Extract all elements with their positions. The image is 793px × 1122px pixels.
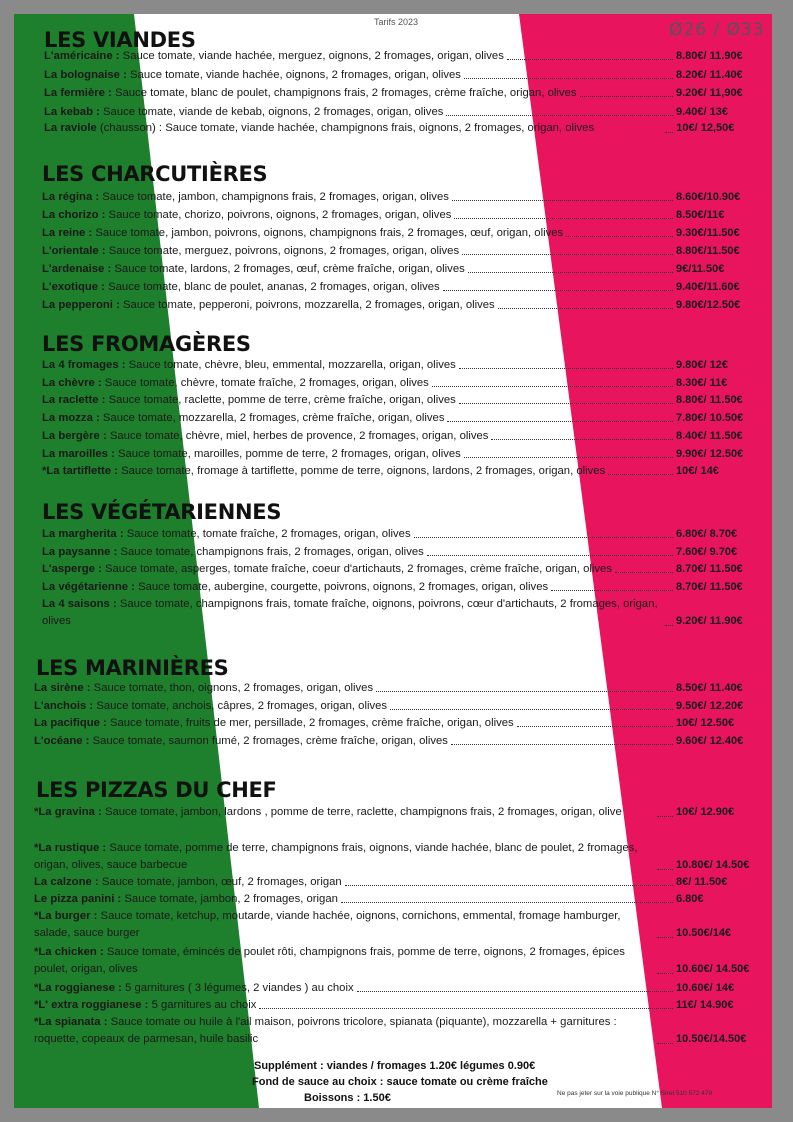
pizza-name: La raviole [44, 122, 97, 134]
pizza-ingredients: Sauce tomate, aubergine, courgette, poivrons, oignons, 2 fromages, origan, olives [138, 580, 549, 593]
menu-item [34, 980, 762, 996]
menu-sheet [14, 14, 772, 1108]
menu-item-text [34, 1014, 654, 1048]
menu-item [34, 840, 762, 874]
pizza-ingredients: Sauce tomate, jambon, 2 fromages, origan [124, 893, 338, 905]
dot-leader [498, 308, 673, 309]
menu-item [42, 392, 762, 408]
pizza-ingredients: Sauce tomate, jambon, lardons , pomme de terre, raclette, champignons frais, 2 fromages, origan, olive [104, 806, 622, 818]
dot-leader [341, 902, 673, 903]
pizza-name: L'anchois : [34, 699, 94, 712]
menu-item-text [42, 243, 459, 259]
dot-leader [432, 386, 673, 387]
tarifs-year: Tarifs 2023 [374, 17, 419, 27]
pizza-name: *La spianata : [34, 1016, 108, 1028]
pizza-price: 8.80€/ 11.90€ [676, 50, 743, 62]
menu-item-text [34, 733, 448, 749]
pizza-name: La fermière : [44, 87, 112, 99]
section-title: LES PIZZAS DU CHEF [36, 778, 277, 802]
pizza-name: *La chicken : [34, 946, 104, 958]
pizza-ingredients: Sauce tomate, fromage à tartiflette, pomme de terre, oignons, lardons, 2 fromages, origan, olives [121, 465, 606, 478]
pizza-ingredients: Sauce tomate, lardons, 2 fromages, œuf, crème fraîche, origan, olives [114, 263, 465, 275]
menu-item-text [42, 357, 456, 373]
pizza-price: 8.80€/ 11.50€ [676, 394, 743, 407]
pizza-price: 10.50€/14€ [676, 927, 732, 939]
pizza-name: *La gravina : [34, 806, 102, 818]
pizza-price: 10€/ 12.50€ [676, 717, 735, 729]
dot-leader [427, 555, 673, 556]
menu-item [44, 48, 762, 64]
pizza-name: La pacifique : [34, 717, 107, 729]
pizza-ingredients: Sauce tomate, pepperoni, poivrons, mozzarella, 2 fromages, origan, olives [122, 299, 495, 311]
dot-leader [566, 236, 673, 237]
pizza-price: 8.80€/11.50€ [676, 245, 740, 257]
pizza-ingredients: Sauce tomate, blanc de poulet, champignons frais, 2 fromages, crème fraîche, origan, olives [114, 87, 577, 99]
menu-item [34, 1014, 762, 1048]
pizza-name: La régina : [42, 191, 100, 203]
section-title: LES FROMAGÈRES [42, 332, 251, 356]
menu-item [42, 279, 762, 295]
pizza-ingredients: Sauce tomate, ketchup, moutarde, viande hachée, oignons, cornichons, emmental, fromage hamburger, salade, sauce burger [34, 910, 621, 939]
pizza-name: L'américaine : [44, 50, 120, 62]
dot-leader [345, 885, 673, 886]
pizza-ingredients: Sauce tomate, anchois, câpres, 2 fromages, origan, olives [96, 699, 388, 712]
menu-item [34, 715, 762, 731]
menu-item-text [44, 85, 577, 101]
menu-item-text [44, 120, 662, 137]
pizza-name: *La roggianese : [34, 982, 122, 994]
pizza-price: 8.50€/11€ [676, 209, 725, 221]
dot-leader [665, 132, 673, 133]
menu-item [34, 891, 762, 907]
pizza-name: La bolognaise : [44, 68, 127, 81]
pizza-name: *La rustique : [34, 842, 107, 854]
pizza-ingredients: Sauce tomate, asperges, tomate fraîche, coeur d'artichauts, 2 fromages, crème fraîche, origan, olives [104, 563, 612, 575]
pizza-ingredients: Sauce tomate, saumon fumé, 2 fromages, crème fraîche, origan, olives [92, 734, 448, 747]
dot-leader [657, 869, 673, 870]
dot-leader [414, 537, 673, 538]
pizza-price: 10€/ 12.90€ [676, 806, 735, 818]
pizza-ingredients: Sauce tomate, viande hachée, oignons, 2 fromages, origan, olives [130, 68, 461, 81]
menu-item-text [44, 48, 504, 64]
pizza-name: La maroilles : [42, 447, 115, 460]
pizza-ingredients: Sauce tomate, merguez, poivrons, oignons, 2 fromages, origan, olives [108, 245, 460, 257]
menu-item-text [42, 561, 612, 577]
pizza-name: L'asperge : [42, 563, 102, 575]
dot-leader [657, 1043, 673, 1044]
menu-item-text [34, 715, 514, 731]
menu-item [42, 579, 762, 595]
dot-leader [468, 272, 673, 273]
menu-item [34, 908, 762, 942]
supplement-line: Supplément : viandes / fromages 1.20€ légumes 0.90€ [254, 1060, 536, 1072]
pizza-price: 8.70€/ 11.50€ [676, 580, 743, 593]
dot-leader [446, 115, 673, 116]
pizza-name: L'orientale : [42, 245, 106, 257]
dot-leader [657, 816, 673, 817]
menu-item-text [42, 526, 411, 542]
pizza-ingredients: Sauce tomate, maroilles, pomme de terre, 2 fromages, origan, olives [117, 447, 461, 460]
pizza-price: 7.80€/ 10.50€ [676, 412, 744, 425]
pizza-price: 8.20€/ 11.40€ [676, 68, 743, 81]
pizza-price: 9.90€/ 12.50€ [676, 447, 744, 460]
dot-leader [657, 937, 673, 938]
pizza-name: *L' extra roggianese : [34, 999, 149, 1011]
menu-item [42, 446, 762, 462]
menu-item [42, 596, 762, 630]
pizza-ingredients: Sauce tomate, émincés de poulet rôti, champignons frais, pomme de terre, oignons, 2 fromages, épices poulet, origan, olives [34, 946, 625, 975]
pizza-name: Le pizza panini : [34, 893, 122, 905]
pizza-ingredients: Sauce tomate, thon, oignons, 2 fromages, origan, olives [93, 682, 374, 694]
pizza-ingredients: Sauce tomate, champignons frais, 2 fromages, origan, olives [120, 545, 424, 558]
pizza-price: 6.80€ [676, 893, 704, 905]
pizza-name: L'océane : [34, 734, 90, 747]
pizza-price: 9.20€/ 11.90€ [676, 615, 743, 627]
menu-item [42, 297, 762, 313]
menu-item-text [44, 67, 461, 83]
menu-item [42, 463, 762, 479]
pizza-price: 8.60€/10.90€ [676, 191, 741, 203]
menu-item [42, 561, 762, 577]
pizza-ingredients: 5 garnitures au choix [151, 999, 257, 1011]
pizza-price: 7.60€/ 9.70€ [676, 545, 738, 558]
menu-item-text [42, 463, 605, 479]
menu-item [42, 375, 762, 391]
menu-item-text [42, 279, 440, 295]
menu-item [42, 261, 762, 277]
pizza-price: 10.60€/ 14€ [676, 982, 735, 994]
dot-leader [491, 439, 673, 440]
menu-item-text [34, 680, 373, 696]
menu-item-text [34, 804, 654, 821]
dot-leader [454, 218, 673, 219]
menu-item-text [44, 104, 443, 120]
pizza-ingredients: Sauce tomate, fruits de mer, persillade, 2 fromages, crème fraîche, origan, olives [109, 717, 514, 729]
pizza-ingredients: Sauce tomate, jambon, champignons frais, 2 fromages, origan, olives [102, 191, 449, 203]
dot-leader [615, 572, 673, 573]
menu-item-text [42, 446, 461, 462]
dot-leader [580, 96, 674, 97]
pizza-name: La raclette : [42, 394, 106, 407]
dot-leader [452, 200, 673, 201]
pizza-price: 9.30€/11.50€ [676, 227, 740, 239]
pizza-name: La margherita : [42, 528, 124, 540]
menu-item-text [42, 579, 548, 595]
dot-leader [376, 691, 673, 692]
menu-item [42, 544, 762, 560]
pizza-name: La chorizo : [42, 209, 106, 221]
pizza-name: La chèvre : [42, 376, 102, 389]
pizza-ingredients: Sauce tomate, pomme de terre, champignons frais, oignons, viande hachée, blanc de poulet, 2 fromages, origan, olives, sauce barbecue [34, 842, 638, 871]
menu-item-text [34, 908, 654, 942]
pizza-price: 10.50€/14.50€ [676, 1033, 747, 1045]
menu-item [42, 428, 762, 444]
pizza-name: La reine : [42, 227, 93, 239]
menu-item [34, 997, 762, 1013]
pizza-price: 9.20€/ 11,90€ [676, 87, 743, 99]
dot-leader [517, 726, 673, 727]
menu-item [42, 207, 762, 223]
menu-item-text [42, 544, 424, 560]
dot-leader [657, 973, 673, 974]
menu-item-text [42, 410, 444, 426]
menu-item [44, 104, 762, 120]
menu-item [44, 67, 762, 83]
pizza-sizes: Ø26 / Ø33 [669, 20, 765, 40]
pizza-ingredients: Sauce tomate, blanc de poulet, ananas, 2 fromages, origan, olives [108, 281, 440, 293]
section-title: LES VÉGÉTARIENNES [42, 500, 282, 524]
pizza-name: *La tartiflette : [42, 465, 118, 478]
dot-leader [443, 290, 673, 291]
pizza-ingredients: Sauce tomate, raclette, pomme de terre, crème fraîche, origan, olives [108, 394, 456, 407]
pizza-price: 8.30€/ 11€ [676, 376, 728, 389]
dot-leader [357, 991, 673, 992]
dot-leader [462, 254, 673, 255]
section-title: LES MARINIÈRES [36, 656, 229, 680]
dot-leader [464, 457, 673, 458]
menu-item-text [42, 207, 451, 223]
menu-item-text [34, 698, 387, 714]
pizza-price: 10€/ 14€ [676, 465, 719, 478]
menu-item-text [42, 596, 662, 630]
pizza-name: La calzone : [34, 876, 99, 888]
menu-item [44, 120, 762, 137]
pizza-name: La 4 fromages : [42, 359, 126, 371]
menu-item [34, 733, 762, 749]
pizza-name: La végétarienne : [42, 580, 135, 593]
menu-item-text [34, 840, 654, 874]
pizza-name: La mozza : [42, 412, 100, 425]
menu-item-text [34, 997, 256, 1013]
dot-leader [608, 474, 673, 475]
menu-item [34, 698, 762, 714]
menu-item [42, 225, 762, 241]
pizza-name: La pepperoni : [42, 299, 120, 311]
menu-item-text [42, 261, 465, 277]
pizza-price: 8.40€/ 11.50€ [676, 429, 743, 442]
pizza-ingredients: Sauce tomate, chèvre, tomate fraîche, 2 fromages, origan, olives [104, 376, 429, 389]
pizza-price: 9€/11.50€ [676, 263, 725, 275]
menu-item-text [42, 428, 488, 444]
pizza-price: 10.60€/ 14.50€ [676, 963, 750, 975]
pizza-name: La kebab : [44, 105, 100, 118]
menu-item-text [34, 944, 654, 978]
pizza-ingredients: Sauce tomate, mozzarella, 2 fromages, crème fraîche, origan, olives [102, 412, 445, 425]
menu-item [42, 243, 762, 259]
pizza-name: La sirène : [34, 682, 91, 694]
section-title: LES VIANDES [44, 28, 196, 52]
pizza-price: 9.80€/ 12€ [676, 359, 728, 371]
menu-item [42, 410, 762, 426]
pizza-ingredients: Sauce tomate, viande de kebab, oignons, 2 fromages, origan, olives [103, 105, 444, 118]
menu-item-text [42, 375, 429, 391]
menu-item-text [34, 980, 354, 996]
pizza-ingredients: Sauce tomate, champignons frais, tomate fraîche, oignons, poivrons, cœur d'artichauts, 2 fromages, origan, olives [42, 598, 658, 627]
dot-leader [459, 403, 673, 404]
menu-item-text [34, 874, 342, 890]
pizza-ingredients: Sauce tomate, chèvre, bleu, emmental, mozzarella, origan, olives [128, 359, 456, 371]
dot-leader [451, 744, 673, 745]
dot-leader [464, 78, 673, 79]
pizza-name: L'ardenaise : [42, 263, 112, 275]
dot-leader [507, 59, 673, 60]
section-title: LES CHARCUTIÈRES [42, 162, 268, 186]
menu-item-text [34, 891, 338, 907]
pizza-price: 11€/ 14.90€ [676, 999, 734, 1011]
pizza-price: 10.80€/ 14.50€ [676, 859, 750, 871]
pizza-price: 9.40€/11.60€ [676, 281, 740, 293]
pizza-name: La 4 saisons : [42, 598, 117, 610]
pizza-ingredients: (chausson) : Sauce tomate, viande hachée, champignons frais, oignons, 2 fromages, origan, olives [99, 122, 595, 134]
menu-item-text [42, 189, 449, 205]
dot-leader [665, 625, 673, 626]
pizza-name: *La burger : [34, 910, 98, 922]
pizza-name: L'exotique : [42, 281, 105, 293]
pizza-price: 8€/ 11.50€ [676, 876, 728, 888]
pizza-name: La paysanne : [42, 545, 118, 558]
menu-item [34, 874, 762, 890]
menu-item-text [42, 225, 563, 241]
menu-item [42, 189, 762, 205]
menu-item-text [42, 392, 456, 408]
dot-leader [459, 368, 673, 369]
pizza-price: 9.60€/ 12.40€ [676, 734, 744, 747]
dot-leader [551, 590, 673, 591]
pizza-price: 8.70€/ 11.50€ [676, 563, 743, 575]
pizza-ingredients: Sauce tomate, jambon, œuf, 2 fromages, origan [101, 876, 342, 888]
dot-leader [447, 421, 673, 422]
pizza-ingredients: Sauce tomate ou huile à l'ail maison, poivrons tricolore, spianata (piquante), mozzarella + garnitures : roquette, copeaux de parmesan, huile basilic [34, 1016, 617, 1045]
pizza-price: 9.40€/ 13€ [676, 105, 728, 118]
menu-item [42, 357, 762, 373]
pizza-ingredients: Sauce tomate, tomate fraîche, 2 fromages, origan, olives [126, 528, 411, 540]
pizza-price: 8.50€/ 11.40€ [676, 682, 743, 694]
pizza-ingredients: Sauce tomate, chèvre, miel, herbes de provence, 2 fromages, origan, olives [109, 429, 489, 442]
pizza-price: 9.80€/12.50€ [676, 299, 741, 311]
pizza-ingredients: Sauce tomate, jambon, poivrons, oignons, champignons frais, 2 fromages, œuf, origan, olives [95, 227, 564, 239]
menu-item-text [42, 297, 495, 313]
pizza-price: 6.80€/ 8.70€ [676, 528, 738, 540]
pizza-name: La bergère : [42, 429, 107, 442]
menu-item [42, 526, 762, 542]
boissons-line: Boissons : 1.50€ [304, 1092, 391, 1104]
pizza-ingredients: Sauce tomate, chorizo, poivrons, oignons, 2 fromages, origan, olives [108, 209, 452, 221]
dot-leader [390, 709, 673, 710]
dot-leader [259, 1008, 673, 1009]
menu-item [34, 804, 762, 821]
menu-item [44, 85, 762, 101]
menu-item [34, 944, 762, 978]
legal-notice: Ne pas jeter sur la voie publique N° Siret 510 572 479 [557, 1090, 713, 1097]
menu-item [34, 680, 762, 696]
pizza-ingredients: 5 garnitures ( 3 légumes, 2 viandes ) au choix [125, 982, 354, 994]
pizza-price: 9.50€/ 12.20€ [676, 699, 744, 712]
pizza-ingredients: Sauce tomate, viande hachée, merguez, oignons, 2 fromages, origan, olives [122, 50, 504, 62]
pizza-price: 10€/ 12,50€ [676, 122, 735, 134]
sauce-line: Fond de sauce au choix : sauce tomate ou crème fraîche [252, 1076, 548, 1088]
